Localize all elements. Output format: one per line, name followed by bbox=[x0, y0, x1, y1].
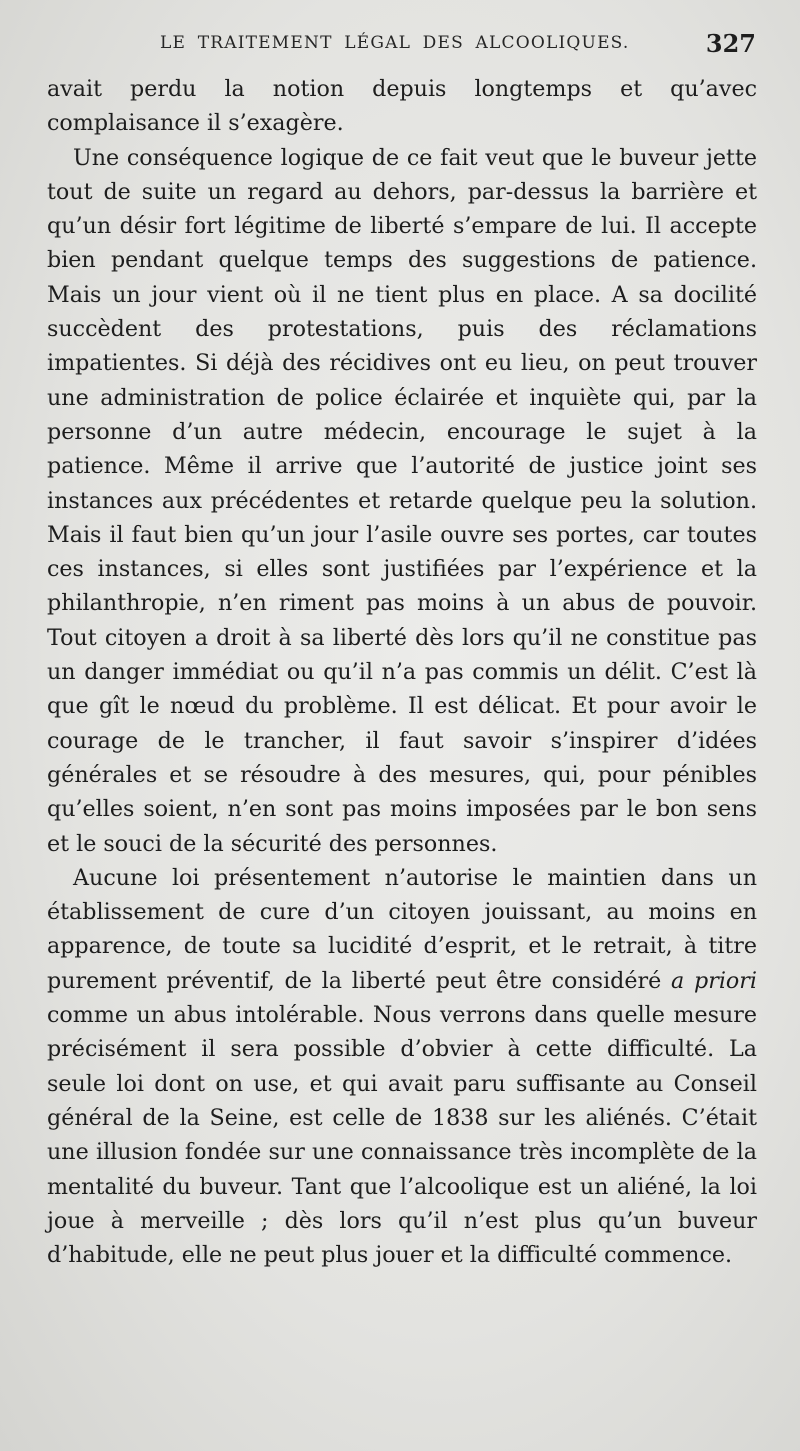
page-number: 327 bbox=[705, 29, 756, 58]
paragraph-continuation: avait perdu la notion depuis longtemps et qu’avec complaisance il s’exagère. bbox=[47, 76, 757, 137]
page-header bbox=[160, 29, 760, 69]
body-text bbox=[47, 72, 757, 1272]
paragraph-consequence: Une conséquence logique de ce fait veut que le buveur jette tout de suite un regard au dehors, par-dessus la barrière et qu’un désir fort légitime de liberté s’empare de lui. Il accepte bien pendant quelque temps des suggestions de patience. Mais un jour vient où il ne tient plus en place. A sa docilité succèdent des protestations, puis des réclamations impatientes. Si déjà des récidives ont eu lieu, on peut trouver une administration de police éclairée et inquiète qui, par la personne d’un autre médecin, encourage le sujet à la patience. Même il arrive que l’autorité de justice joint ses instances aux précédentes et retarde quelque peu la solution. Mais il faut bien qu’un jour l’asile ouvre ses portes, car toutes ces instances, si elles sont justifiées par l’expérience et la philanthropie, n’en riment pas moins à un abus de pouvoir. Tout citoyen a droit à sa liberté dès lors qu’il ne constitue pas un danger immédiat ou qu’il n’a pas commis un délit. C’est là que gît le nœud du problème. Il est délicat. Et pour avoir le courage de le trancher, il faut savoir s’inspirer d’idées générales et se résoudre à des mesures, qui, pour pénibles qu’elles soient, n’en sont pas moins imposées par le bon sens et le souci de la sécurité des personnes. bbox=[47, 144, 757, 857]
paragraph-legal-end: comme un abus intolérable. Nous verrons dans quelle mesure précisément il sera possible d’obvier à cette difficulté. La seule loi dont on use, et qui avait paru suffisante au Conseil général de la Seine, est celle de 1838 sur les aliénés. C’était une illusion fondée sur une connaissance très incomplète de la mentalité du buveur. Tant que l’alcoolique est un aliéné, la loi joue à merveille ; dès lors qu’il n’est plus qu’un buveur d’habitude, elle ne peut plus jouer et la difficulté commence. bbox=[47, 1002, 757, 1269]
running-title: LE TRAITEMENT LÉGAL DES ALCOOLIQUES. bbox=[160, 33, 630, 53]
paragraph-legal-start: Aucune loi présentement n’autorise le maintien dans un établissement de cure d’un citoyen jouissant, au moins en apparence, de toute sa lucidité d’esprit, et le retrait, à titre purement préventif, de la liberté peut être considéré bbox=[47, 864, 757, 994]
italic-a-priori: a priori bbox=[671, 967, 757, 994]
paragraph-legal bbox=[47, 861, 757, 1273]
